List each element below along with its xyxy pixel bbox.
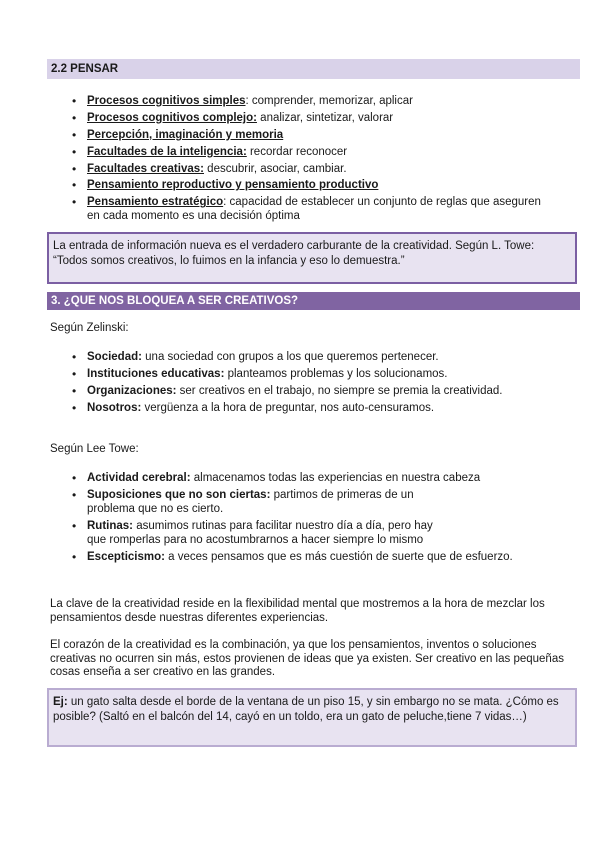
item-wrap (87, 488, 447, 516)
list-item (72, 145, 542, 159)
paragraph-combinacion: El corazón de la creatividad es la combinación, ya que los pensamientos, inventos o soluciones creativas no ocurren sin más, estos provienen de ideas que ya existen. Ser creativo en las pequeñas cosas enseña a ser creativo en las grandes. (50, 639, 564, 678)
item-term: Facultades de la inteligencia: (87, 145, 247, 158)
quote-box: La entrada de información nueva es el verdadero carburante de la creatividad. Según L. Towe: “Todos somos creativos, lo fuimos en la infancia y eso lo demuestra.” (47, 232, 577, 284)
list-item (72, 550, 552, 564)
pensar-list (72, 94, 542, 226)
item-term: Procesos cognitivos simples (87, 95, 246, 107)
item-text: descubrir, asociar, cambiar. (203, 162, 347, 175)
item-text: partimos de primeras de un problema que no es cierto. (87, 488, 414, 515)
item-term: Escepticismo: (87, 550, 165, 563)
example-text: un gato salta desde el borde de la ventana de un piso 15, y sin embargo no se mata. ¿Cómo es posible? (Saltó en el balcón del 14, cayó en un toldo, era un gato de peluche,tiene 7 vidas…) (53, 696, 559, 723)
item-text: recordar reconocer (246, 145, 348, 158)
item-text: analizar, sintetizar, valorar (256, 111, 394, 124)
item-text: : capacidad de establecer un conjunto de reglas que aseguren en cada momento es una decisión óptima (87, 196, 541, 223)
item-term: Procesos cognitivos complejo: (87, 111, 257, 124)
item-term: Facultades creativas: (87, 162, 204, 175)
item-term: Instituciones educativas: (87, 367, 225, 380)
item-text: una sociedad con grupos a los que queremos pertenecer. (141, 351, 439, 363)
list-item (72, 111, 542, 125)
item-term: Organizaciones: (87, 384, 177, 397)
item-text: planteamos problemas y los solucionamos. (224, 367, 448, 380)
item-term: Actividad cerebral: (87, 472, 191, 484)
item-text: ser creativos en el trabajo, no siempre se premia la creatividad. (176, 384, 503, 397)
item-term: Percepción, imaginación y memoria (87, 128, 284, 141)
towe-intro: Según Lee Towe: (50, 443, 139, 455)
list-item (72, 367, 542, 381)
item-text: vergüenza a la hora de preguntar, nos auto-censuramos. (141, 401, 435, 414)
item-text: : comprender, memorizar, aplicar (245, 95, 413, 107)
paragraph-flexibilidad: La clave de la creatividad reside en la flexibilidad mental que mostremos a la hora de mezclar los pensamientos desde nuestras diferentes experiencias. (50, 598, 545, 624)
list-item (72, 488, 552, 516)
list-item (72, 178, 542, 192)
zelinski-intro: Según Zelinski: (50, 322, 129, 334)
list-item (72, 94, 542, 108)
item-wrap (87, 519, 447, 547)
list-item (72, 195, 542, 223)
list-item (72, 128, 542, 142)
list-item (72, 401, 542, 415)
list-item (72, 162, 542, 176)
list-item (72, 519, 552, 547)
item-term: Rutinas: (87, 519, 133, 532)
section-heading-pensar: 2.2 PENSAR (47, 59, 580, 79)
section-heading-bloqueo: 3. ¿QUE NOS BLOQUEA A SER CREATIVOS? (47, 292, 580, 310)
item-text: almacenamos todas las experiencias en nuestra cabeza (190, 472, 481, 484)
zelinski-list (72, 350, 542, 418)
example-box (47, 688, 577, 747)
towe-list (72, 471, 552, 567)
list-item (72, 384, 542, 398)
list-item (72, 350, 542, 364)
item-text: asumimos rutinas para facilitar nuestro día a día, pero hay que romperlas para no acostumbrarnos a hacer siempre lo mismo (87, 519, 433, 546)
item-term: Pensamiento reproductivo y pensamiento productivo (87, 179, 379, 192)
item-term: Sociedad: (87, 351, 142, 363)
item-term: Pensamiento estratégico (87, 196, 224, 209)
item-text: a veces pensamos que es más cuestión de suerte que de esfuerzo. (164, 550, 513, 563)
item-term: Suposiciones que no son ciertas: (87, 488, 271, 501)
list-item (72, 471, 552, 485)
item-term: Nosotros: (87, 401, 142, 414)
example-label: Ej: (53, 696, 68, 708)
